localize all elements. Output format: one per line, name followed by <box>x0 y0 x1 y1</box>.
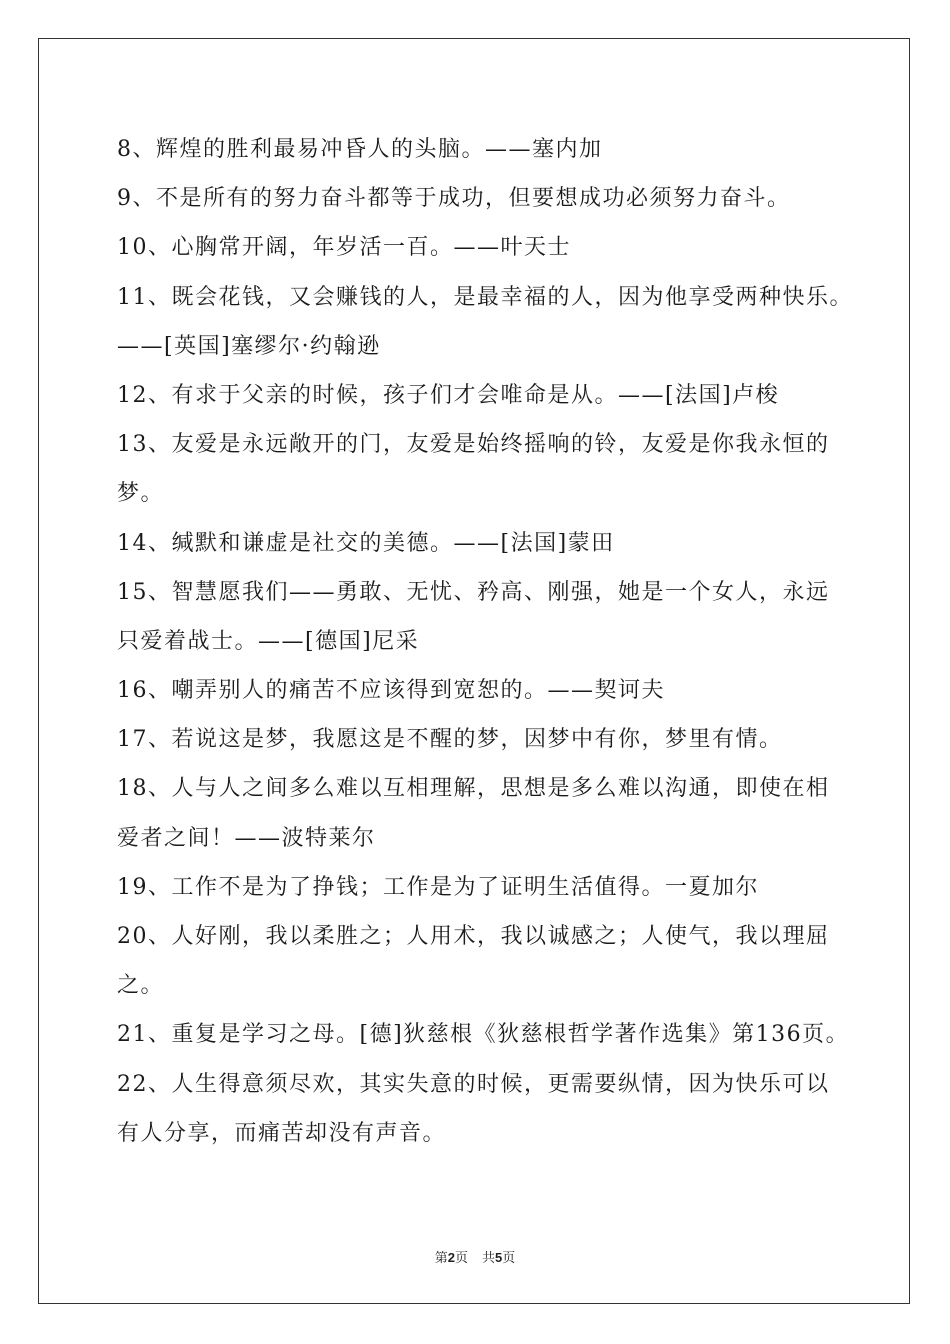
text-line: 有人分享，而痛苦却没有声音。 <box>117 1120 447 1146</box>
text-line: 19、工作不是为了挣钱；工作是为了证明生活值得。一夏加尔 <box>117 874 759 900</box>
text-line: 17、若说这是梦，我愿这是不醒的梦，因梦中有你，梦里有情。 <box>117 727 783 753</box>
page-footer <box>0 1247 950 1266</box>
text-line: 22、人生得意须尽欢，其实失意的时候，更需要纵情，因为快乐可以 <box>117 1071 830 1097</box>
page-prefix: 第 <box>434 1251 448 1266</box>
page-suffix: 页 <box>454 1251 468 1266</box>
total-prefix: 共 <box>482 1251 496 1266</box>
text-line: 9、不是所有的努力奋斗都等于成功，但要想成功必须努力奋斗。 <box>117 186 791 212</box>
text-line: 21、重复是学习之母。[德]狄慈根《狄慈根哲学著作选集》第136页。 <box>117 1022 850 1048</box>
text-line: 8、辉煌的胜利最易冲昏人的头脑。——塞内加 <box>117 137 603 162</box>
text-line: 20、人好刚，我以柔胜之；人用术，我以诚感之；人使气，我以理屈 <box>117 924 830 949</box>
text-line: 梦。 <box>117 481 165 507</box>
total-suffix: 页 <box>502 1251 516 1266</box>
text-line: 16、嘲弄别人的痛苦不应该得到宽恕的。——契诃夫 <box>117 678 665 704</box>
text-line: 只爱着战士。——[德国]尼采 <box>117 628 420 654</box>
text-line: 12、有求于父亲的时候，孩子们才会唯命是从。——[法国]卢梭 <box>117 382 780 408</box>
page-number: 2 <box>447 1250 455 1265</box>
text-line: 11、既会花钱，又会赚钱的人，是最幸福的人，因为他享受两种快乐。 <box>117 284 853 310</box>
total-pages: 5 <box>495 1250 503 1265</box>
text-line: 爱者之间！——波特莱尔 <box>117 825 376 851</box>
quote-list <box>117 125 857 1158</box>
text-line: 13、友爱是永远敞开的门，友爱是始终摇响的铃，友爱是你我永恒的 <box>117 432 830 458</box>
text-line: 15、智慧愿我们——勇敢、无忧、矜高、刚强，她是一个女人，永远 <box>117 579 830 605</box>
text-line: 10、心胸常开阔，年岁活一百。——叶天士 <box>117 235 571 261</box>
text-line: 18、人与人之间多么难以互相理解，思想是多么难以沟通，即使在相 <box>117 776 830 802</box>
text-line: 之。 <box>117 973 165 999</box>
text-line: ——[英国]塞缪尔·约翰逊 <box>117 333 381 359</box>
text-line: 14、缄默和谦虚是社交的美德。——[法国]蒙田 <box>117 530 615 556</box>
